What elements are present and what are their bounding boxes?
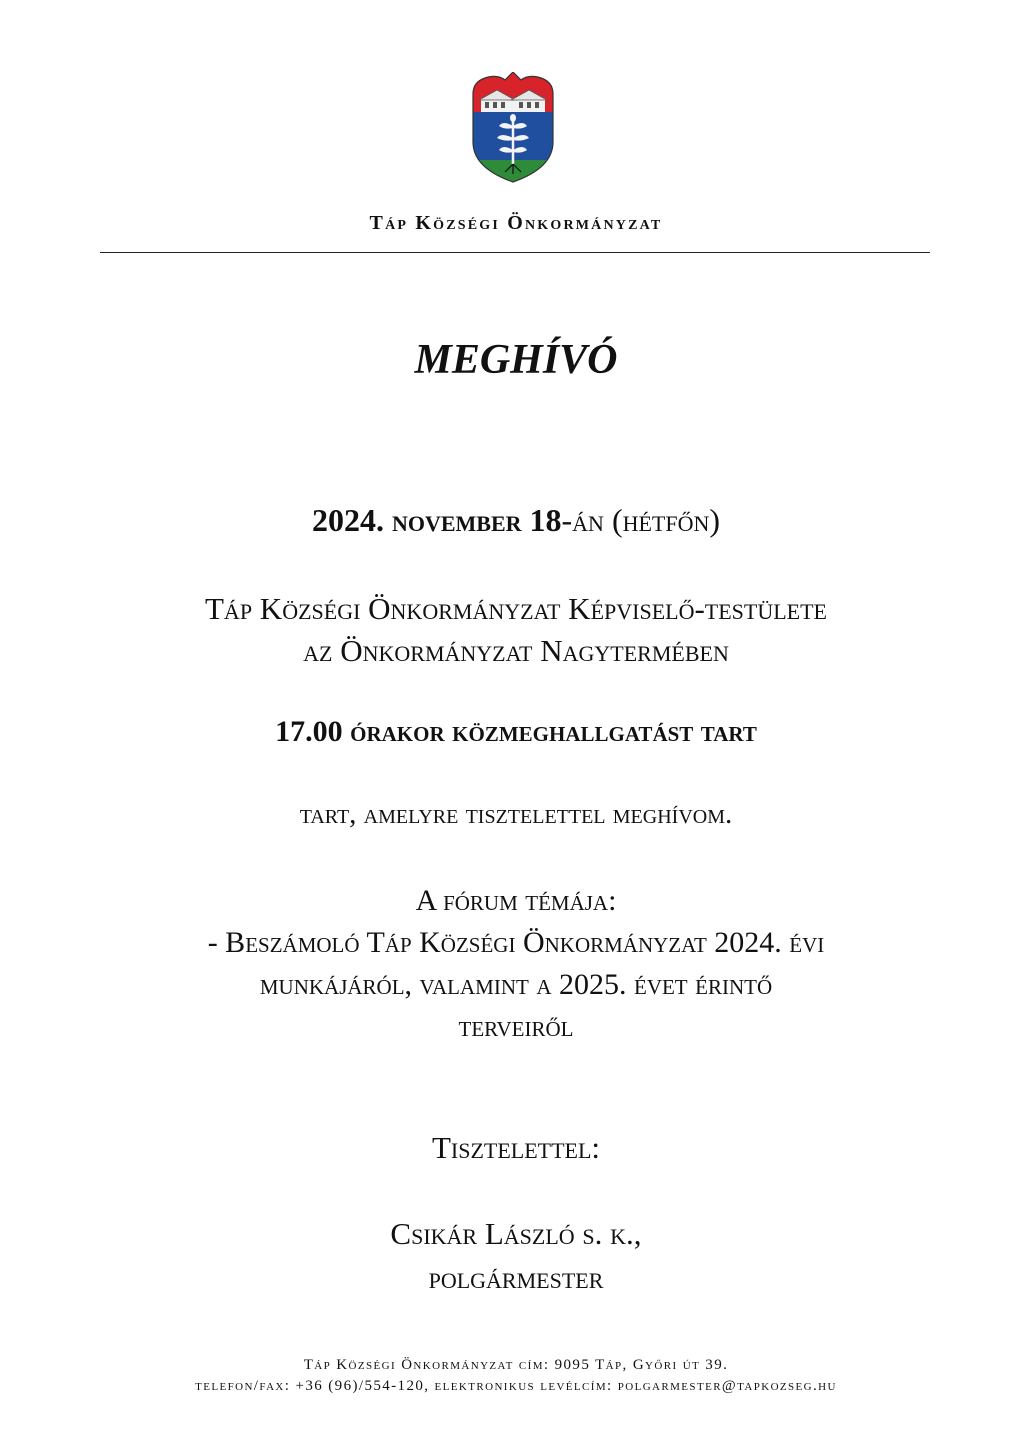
document-footer <box>0 1355 1032 1397</box>
date-weekday: -án (hétfőn) <box>561 502 721 538</box>
date-day: 18 <box>529 502 562 538</box>
forum-topic-line: terveiről <box>458 1010 574 1043</box>
coat-of-arms-logo <box>467 72 559 184</box>
organizer-block <box>0 588 1032 672</box>
header-divider <box>100 252 930 253</box>
signature-block <box>0 1212 1032 1300</box>
date-month: november <box>383 502 530 538</box>
event-time: 17.00 órakor közmeghallgatást tart <box>275 715 757 748</box>
closing-salutation: Tisztelettel: <box>431 1130 601 1165</box>
forum-topic-line: - Beszámoló Táp Községi Önkormányzat 2024. évi <box>207 926 825 959</box>
date-year: 2024. <box>311 502 384 538</box>
forum-topic-block <box>0 880 1032 1048</box>
organizer-line: Táp Községi Önkormányzat Képviselő-testülete <box>205 591 827 626</box>
forum-heading: A fórum témája: <box>415 884 617 917</box>
signatory-role: polgármester <box>428 1260 604 1295</box>
event-date <box>0 502 1032 539</box>
document-title: MEGHÍVÓ <box>414 337 618 383</box>
invitation-line: tart, amelyre tisztelettel meghívom. <box>299 798 733 830</box>
forum-topic-line: munkájáról, valamint a 2025. évet érintő <box>259 968 773 1001</box>
signatory-name: Csikár László s. k., <box>390 1216 642 1251</box>
footer-address: Táp Községi Önkormányzat cím: 9095 Táp, Győri út 39. <box>303 1357 729 1373</box>
organization-header: Táp Községi Önkormányzat <box>369 212 663 234</box>
footer-contact: telefon/fax: +36 (96)/554-120, elektronikus levélcím: polgarmester@tapkozseg.hu <box>195 1378 837 1394</box>
venue-line: az Önkormányzat Nagytermében <box>303 633 729 668</box>
